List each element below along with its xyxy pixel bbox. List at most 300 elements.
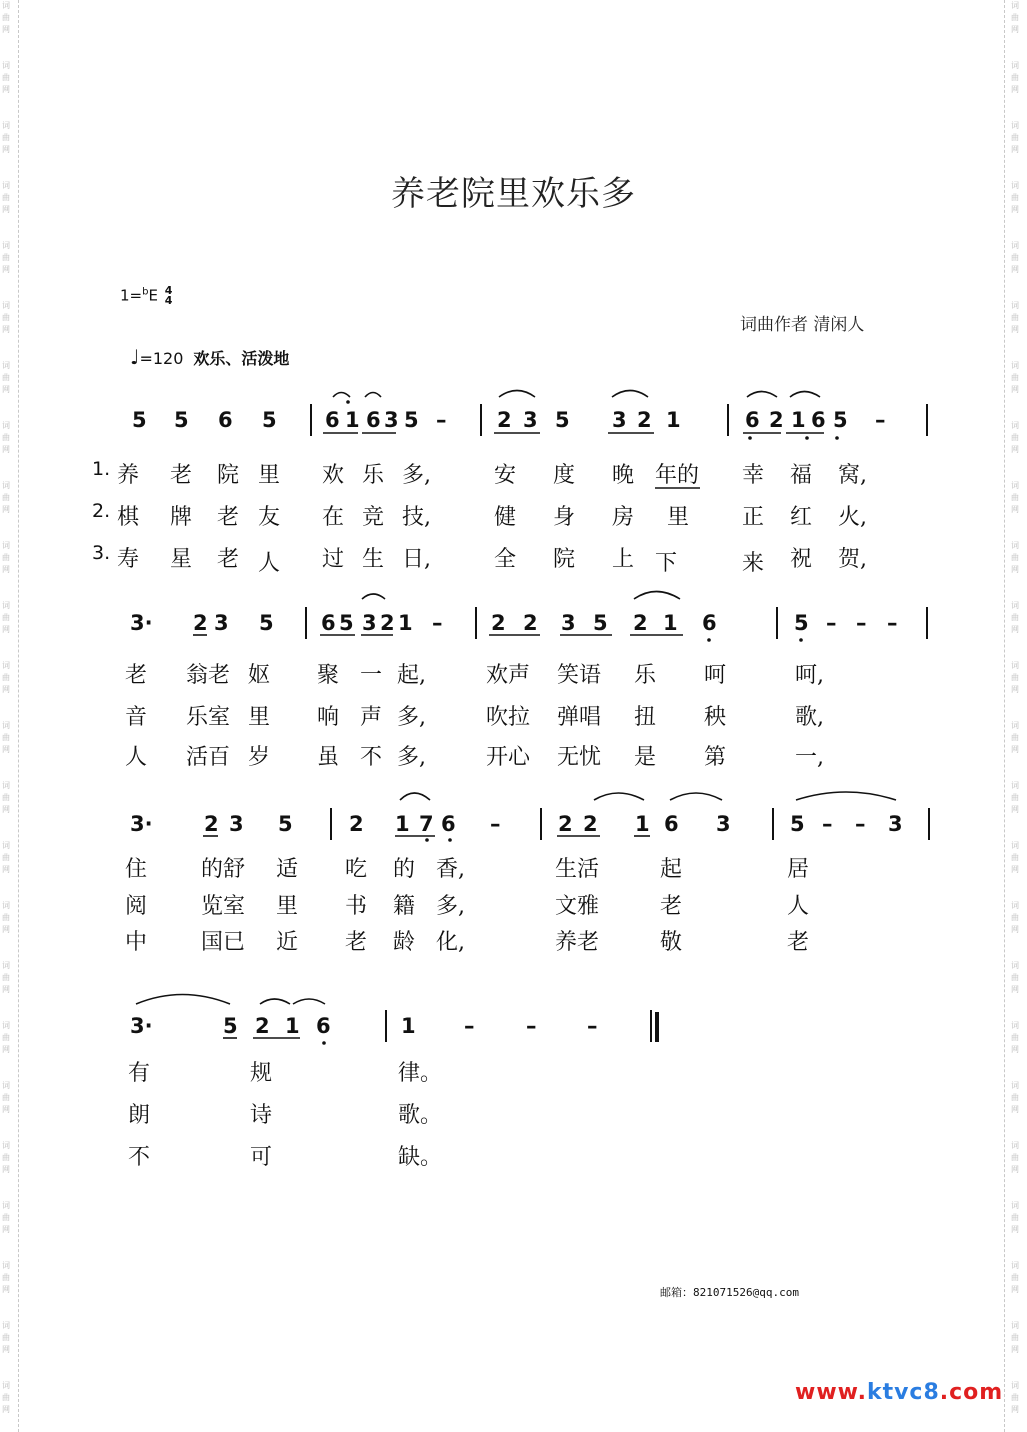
watermark-char: 曲 bbox=[1011, 433, 1019, 442]
note: 5 bbox=[174, 408, 189, 432]
lyric-syllable: 安 bbox=[494, 463, 517, 488]
watermark-char: 词 bbox=[2, 1201, 10, 1210]
watermark-char: 词 bbox=[1011, 241, 1019, 250]
lyric-syllable: 诗 bbox=[250, 1103, 273, 1128]
lyric-syllable: 红 bbox=[790, 505, 813, 530]
watermark-char: 网 bbox=[2, 925, 10, 934]
watermark-char: 网 bbox=[2, 385, 10, 394]
note: 3 bbox=[888, 812, 903, 836]
lyric-syllable: 全 bbox=[494, 547, 517, 572]
lyric-syllable: 棋 bbox=[117, 505, 140, 530]
lyric-syllable: 弹唱 bbox=[557, 705, 602, 730]
lyric-syllable: 的舒 bbox=[201, 857, 246, 882]
lyric-syllable: 居 bbox=[787, 857, 810, 882]
barline bbox=[727, 404, 729, 436]
lyric-syllable: 一 bbox=[360, 663, 383, 688]
lyric-syllable: 身 bbox=[553, 505, 576, 530]
song-title: 养老院里欢乐多 bbox=[391, 174, 636, 214]
watermark-char: 曲 bbox=[2, 73, 10, 82]
site-logo bbox=[795, 1380, 1003, 1405]
note: 2 bbox=[523, 611, 538, 635]
lyric-syllable: 朗 bbox=[128, 1103, 151, 1128]
barline bbox=[928, 808, 930, 840]
watermark-char: 曲 bbox=[1011, 853, 1019, 862]
lyric-syllable: 住 bbox=[125, 857, 148, 882]
watermark-char: 词 bbox=[2, 421, 10, 430]
slur bbox=[365, 393, 381, 398]
note: 5 bbox=[223, 1014, 238, 1038]
lyric-syllable: 聚 bbox=[317, 663, 340, 688]
barline bbox=[475, 607, 477, 639]
watermark-char: 网 bbox=[1011, 505, 1019, 514]
lyric-syllable: 里 bbox=[276, 894, 299, 919]
note: 3 bbox=[612, 408, 627, 432]
watermark-char: 网 bbox=[1011, 565, 1019, 574]
notation-line-1 bbox=[0, 400, 1027, 440]
watermark-char: 网 bbox=[2, 205, 10, 214]
watermark-char: 曲 bbox=[1011, 73, 1019, 82]
logo-part-2: ktvc8 bbox=[866, 1380, 940, 1405]
lyric-syllable: 吃 bbox=[345, 857, 368, 882]
watermark-char: 词 bbox=[2, 1141, 10, 1150]
time-signature bbox=[165, 286, 173, 306]
note: 3 bbox=[523, 408, 538, 432]
lyric-syllable: 健 bbox=[494, 505, 517, 530]
lyric-syllable: 起 bbox=[660, 857, 683, 882]
lyric-syllable: 过 bbox=[322, 547, 345, 572]
note: 1 bbox=[285, 1014, 300, 1038]
watermark-char: 词 bbox=[2, 181, 10, 190]
watermark-char: 词 bbox=[2, 961, 10, 970]
barline bbox=[385, 1010, 387, 1042]
lyric-syllable: 呵 bbox=[704, 663, 727, 688]
lyric-syllable: 年的 bbox=[655, 463, 700, 488]
lyric-syllable: 乐室 bbox=[186, 705, 231, 730]
note: 5 bbox=[339, 611, 354, 635]
verse-number: 1. bbox=[92, 458, 111, 480]
sustain-dash: – bbox=[856, 611, 867, 635]
watermark-char: 词 bbox=[1011, 961, 1019, 970]
note: 2 bbox=[204, 812, 219, 836]
slur bbox=[790, 392, 820, 398]
watermark-char: 词 bbox=[2, 541, 10, 550]
watermark-char: 网 bbox=[1011, 265, 1019, 274]
note: 6 bbox=[441, 812, 456, 836]
watermark-char: 网 bbox=[2, 1165, 10, 1174]
watermark-char: 网 bbox=[1011, 205, 1019, 214]
lyric-syllable: 音 bbox=[125, 705, 148, 730]
sustain-dash: – bbox=[432, 611, 443, 635]
watermark-char: 曲 bbox=[1011, 913, 1019, 922]
lyric-syllable: 养 bbox=[117, 463, 140, 488]
note: 3 bbox=[214, 611, 229, 635]
key-note: E bbox=[148, 286, 158, 305]
lyric-syllable: 里 bbox=[258, 463, 281, 488]
note: 2 bbox=[255, 1014, 270, 1038]
note: 3· bbox=[130, 812, 153, 836]
lyric-syllable: 多, bbox=[436, 894, 465, 919]
watermark-char: 词 bbox=[2, 1081, 10, 1090]
lyric-syllable: 化, bbox=[436, 930, 465, 955]
watermark-char: 网 bbox=[2, 445, 10, 454]
barline bbox=[772, 808, 774, 840]
watermark-char: 网 bbox=[1011, 85, 1019, 94]
watermark-char: 曲 bbox=[1011, 613, 1019, 622]
watermark-char: 网 bbox=[1011, 1345, 1019, 1354]
watermark-char: 词 bbox=[1011, 361, 1019, 370]
note: 5 bbox=[794, 611, 809, 635]
watermark-char: 网 bbox=[2, 1405, 10, 1414]
watermark-char: 词 bbox=[1011, 1081, 1019, 1090]
tempo-style: 欢乐、活泼地 bbox=[193, 349, 290, 368]
note: 7 bbox=[419, 812, 434, 836]
note: 6 bbox=[218, 408, 233, 432]
note: 2 bbox=[558, 812, 573, 836]
verse-number: 2. bbox=[92, 500, 111, 522]
note: 3· bbox=[130, 611, 153, 635]
lyric-syllable: 笑语 bbox=[557, 663, 602, 688]
lyric-syllable: 妪 bbox=[248, 663, 271, 688]
note: 1 bbox=[401, 1014, 416, 1038]
watermark-char: 曲 bbox=[2, 1393, 10, 1402]
sustain-dash: – bbox=[464, 1014, 475, 1038]
notation-line-2 bbox=[0, 603, 1027, 643]
barline bbox=[926, 404, 928, 436]
lyric-syllable: 院 bbox=[217, 463, 240, 488]
tempo-value: =120 bbox=[139, 349, 184, 368]
lyric-syllable: 日, bbox=[402, 547, 431, 572]
lyric-syllable: 籍 bbox=[393, 894, 416, 919]
watermark-char: 词 bbox=[2, 61, 10, 70]
lyric-syllable: 乐 bbox=[362, 463, 385, 488]
note: 1 bbox=[791, 408, 806, 432]
lyric-syllable: 房 bbox=[612, 505, 635, 530]
watermark-char: 词 bbox=[1011, 1201, 1019, 1210]
key-signature bbox=[120, 286, 172, 306]
watermark-char: 网 bbox=[1011, 1105, 1019, 1114]
note: 6 bbox=[811, 408, 826, 432]
lyric-syllable: 近 bbox=[276, 930, 299, 955]
lyric-syllable: 多, bbox=[397, 745, 426, 770]
lyric-syllable: 竞 bbox=[362, 505, 385, 530]
time-bottom: 4 bbox=[164, 294, 173, 307]
watermark-char: 网 bbox=[1011, 145, 1019, 154]
note: 6 bbox=[745, 408, 760, 432]
lyric-syllable: 歌。 bbox=[398, 1103, 443, 1128]
watermark-char: 网 bbox=[1011, 685, 1019, 694]
lyric-syllable: 书 bbox=[345, 894, 368, 919]
slur bbox=[612, 391, 648, 398]
lyric-syllable: 缺。 bbox=[398, 1145, 443, 1170]
lyric-syllable: 吹拉 bbox=[486, 705, 531, 730]
lyric-syllable: 规 bbox=[250, 1061, 273, 1086]
note: 2 bbox=[497, 408, 512, 432]
lyric-syllable: 览室 bbox=[201, 894, 246, 919]
watermark-char: 网 bbox=[2, 685, 10, 694]
lyric-syllable: 牌 bbox=[170, 505, 193, 530]
lyric-verse-3-line-1 bbox=[0, 542, 1027, 576]
slur bbox=[670, 793, 722, 800]
slur bbox=[594, 793, 644, 800]
watermark-char: 曲 bbox=[2, 1093, 10, 1102]
lyric-syllable: 晚 bbox=[612, 463, 635, 488]
watermark-char: 曲 bbox=[2, 13, 10, 22]
lyric-syllable: 第 bbox=[704, 745, 727, 770]
watermark-char: 曲 bbox=[1011, 13, 1019, 22]
lyric-syllable: 人 bbox=[258, 551, 281, 576]
watermark-char: 词 bbox=[1011, 541, 1019, 550]
lyric-syllable: 里 bbox=[248, 705, 271, 730]
lyric-syllable: 阅 bbox=[125, 894, 148, 919]
watermark-char: 网 bbox=[1011, 805, 1019, 814]
watermark-char: 词 bbox=[1011, 661, 1019, 670]
watermark-char: 曲 bbox=[2, 193, 10, 202]
lyric-syllable: 可 bbox=[250, 1145, 273, 1170]
lyric-syllable: 幸 bbox=[742, 463, 765, 488]
time-top: 4 bbox=[164, 284, 173, 297]
watermark-char: 曲 bbox=[2, 1273, 10, 1282]
watermark-char: 词 bbox=[1011, 181, 1019, 190]
lyric-syllable: 老 bbox=[660, 894, 683, 919]
verse-number: 3. bbox=[92, 542, 111, 564]
watermark-char: 网 bbox=[2, 1285, 10, 1294]
watermark-char: 词 bbox=[2, 781, 10, 790]
note: 6 bbox=[316, 1014, 331, 1038]
watermark-char: 网 bbox=[2, 745, 10, 754]
watermark-char: 曲 bbox=[2, 253, 10, 262]
note: 2 bbox=[380, 611, 395, 635]
key-prefix: 1= bbox=[120, 286, 143, 305]
note: 3 bbox=[716, 812, 731, 836]
sustain-dash: – bbox=[436, 408, 447, 432]
lyric-verse-3-line-4 bbox=[0, 1140, 1027, 1174]
watermark-char: 词 bbox=[1011, 121, 1019, 130]
watermark-char: 词 bbox=[2, 901, 10, 910]
watermark-char: 网 bbox=[1011, 985, 1019, 994]
note: 1 bbox=[398, 611, 413, 635]
watermark-char: 词 bbox=[2, 841, 10, 850]
sustain-dash: – bbox=[855, 812, 866, 836]
lyric-syllable: 老 bbox=[345, 930, 368, 955]
watermark-char: 词 bbox=[2, 1381, 10, 1390]
watermark-char: 曲 bbox=[1011, 1393, 1019, 1402]
lyric-syllable: 开心 bbox=[486, 745, 531, 770]
lyric-syllable: 敬 bbox=[660, 930, 683, 955]
watermark-char: 曲 bbox=[2, 613, 10, 622]
lyric-syllable: 一, bbox=[795, 745, 824, 770]
lyric-syllable: 文雅 bbox=[555, 894, 600, 919]
watermark-char: 词 bbox=[1011, 601, 1019, 610]
watermark-char: 网 bbox=[1011, 745, 1019, 754]
watermark-char: 词 bbox=[2, 1021, 10, 1030]
lyric-syllable: 不 bbox=[128, 1145, 151, 1170]
lyric-syllable: 声 bbox=[360, 705, 383, 730]
lyric-syllable: 国已 bbox=[201, 930, 246, 955]
lyric-syllable: 院 bbox=[553, 547, 576, 572]
barline bbox=[540, 808, 542, 840]
watermark-char: 词 bbox=[1011, 301, 1019, 310]
composer-credit: 词曲作者 清闲人 bbox=[740, 315, 865, 335]
note: 1 bbox=[663, 611, 678, 635]
watermark-char: 曲 bbox=[2, 133, 10, 142]
lyric-verse-3-line-3 bbox=[0, 925, 1027, 959]
watermark-char: 曲 bbox=[1011, 553, 1019, 562]
slur bbox=[260, 999, 290, 1004]
lyric-syllable: 下 bbox=[655, 551, 678, 576]
note: 2 bbox=[193, 611, 208, 635]
watermark-char: 网 bbox=[2, 85, 10, 94]
note: 6 bbox=[366, 408, 381, 432]
note: 2 bbox=[491, 611, 506, 635]
lyric-syllable: 老 bbox=[125, 663, 148, 688]
watermark-char: 网 bbox=[2, 805, 10, 814]
lyric-syllable: 火, bbox=[838, 505, 867, 530]
note: 2 bbox=[769, 408, 784, 432]
lyric-syllable: 生活 bbox=[555, 857, 600, 882]
watermark-char: 词 bbox=[1011, 721, 1019, 730]
lyric-syllable: 秧 bbox=[704, 705, 727, 730]
tempo-marking bbox=[130, 345, 289, 369]
note: 2 bbox=[633, 611, 648, 635]
watermark-char: 曲 bbox=[2, 493, 10, 502]
watermark-char: 网 bbox=[2, 1345, 10, 1354]
lyric-syllable: 呵, bbox=[795, 663, 824, 688]
lyric-syllable: 星 bbox=[170, 547, 193, 572]
watermark-char: 曲 bbox=[2, 793, 10, 802]
watermark-char: 曲 bbox=[1011, 673, 1019, 682]
lyric-syllable: 度 bbox=[553, 463, 576, 488]
note: 5 bbox=[404, 408, 419, 432]
flat-sign: b bbox=[142, 286, 149, 298]
watermark-char: 网 bbox=[2, 565, 10, 574]
lyric-syllable: 有 bbox=[128, 1061, 151, 1086]
watermark-char: 曲 bbox=[2, 673, 10, 682]
lyric-syllable: 寿 bbox=[117, 547, 140, 572]
lyric-syllable: 福 bbox=[790, 463, 813, 488]
watermark-char: 曲 bbox=[1011, 373, 1019, 382]
note: 3 bbox=[229, 812, 244, 836]
note: 3 bbox=[362, 611, 377, 635]
note: 1 bbox=[395, 812, 410, 836]
lyric-verse-1-line-2 bbox=[0, 658, 1027, 692]
barline bbox=[776, 607, 778, 639]
lyric-syllable: 岁 bbox=[248, 745, 271, 770]
watermark-char: 曲 bbox=[1011, 1333, 1019, 1342]
lyric-syllable: 是 bbox=[634, 745, 657, 770]
note: 6 bbox=[325, 408, 340, 432]
note: 6 bbox=[702, 611, 717, 635]
watermark-char: 曲 bbox=[1011, 313, 1019, 322]
slur bbox=[293, 999, 325, 1004]
watermark-char: 词 bbox=[1011, 1321, 1019, 1330]
watermark-char: 曲 bbox=[1011, 193, 1019, 202]
slur bbox=[796, 792, 896, 800]
watermark-char: 曲 bbox=[1011, 1273, 1019, 1282]
watermark-char: 网 bbox=[2, 145, 10, 154]
lyric-syllable: 老 bbox=[787, 930, 810, 955]
lyric-syllable: 贺, bbox=[838, 547, 867, 572]
watermark-char: 曲 bbox=[1011, 793, 1019, 802]
watermark-char: 网 bbox=[1011, 445, 1019, 454]
note: 1 bbox=[666, 408, 681, 432]
watermark-char: 词 bbox=[2, 721, 10, 730]
lyric-syllable: 适 bbox=[276, 857, 299, 882]
watermark-char: 曲 bbox=[1011, 733, 1019, 742]
lyric-syllable: 响 bbox=[317, 705, 340, 730]
watermark-char: 网 bbox=[1011, 925, 1019, 934]
note: 2 bbox=[583, 812, 598, 836]
lyric-syllable: 中 bbox=[125, 930, 148, 955]
slur bbox=[499, 391, 535, 398]
watermark-char: 曲 bbox=[1011, 1093, 1019, 1102]
lyric-verse-1-line-4 bbox=[0, 1056, 1027, 1090]
watermark-char: 曲 bbox=[1011, 1033, 1019, 1042]
watermark-char: 词 bbox=[1011, 1, 1019, 10]
watermark-char: 词 bbox=[1011, 1381, 1019, 1390]
watermark-char: 词 bbox=[1011, 781, 1019, 790]
lyric-verse-2-line-2 bbox=[0, 700, 1027, 734]
watermark-char: 曲 bbox=[2, 1333, 10, 1342]
watermark-char: 曲 bbox=[1011, 493, 1019, 502]
watermark-char: 网 bbox=[1011, 385, 1019, 394]
lyric-verse-2-line-3 bbox=[0, 889, 1027, 923]
sustain-dash: – bbox=[875, 408, 886, 432]
watermark-char: 网 bbox=[1011, 25, 1019, 34]
watermark-char: 网 bbox=[2, 865, 10, 874]
slur bbox=[362, 594, 385, 599]
note: 6 bbox=[321, 611, 336, 635]
watermark-char: 词 bbox=[1011, 901, 1019, 910]
watermark-char: 网 bbox=[2, 985, 10, 994]
lyric-syllable: 窝, bbox=[838, 463, 867, 488]
watermark-char: 词 bbox=[1011, 61, 1019, 70]
lyric-syllable: 上 bbox=[612, 547, 635, 572]
lyric-syllable: 里 bbox=[667, 505, 690, 530]
watermark-char: 网 bbox=[1011, 1225, 1019, 1234]
notation-line-4 bbox=[0, 1006, 1027, 1046]
sustain-dash: – bbox=[526, 1014, 537, 1038]
watermark-char: 网 bbox=[1011, 625, 1019, 634]
slur bbox=[400, 793, 430, 800]
lyric-syllable: 养老 bbox=[555, 930, 600, 955]
watermark-char: 曲 bbox=[2, 313, 10, 322]
slur bbox=[634, 592, 680, 600]
watermark-char: 词 bbox=[1011, 421, 1019, 430]
barline bbox=[926, 607, 928, 639]
logo-part-1: www. bbox=[795, 1380, 867, 1405]
note: 5 bbox=[262, 408, 277, 432]
quarter-note-icon: ♩ bbox=[130, 345, 140, 369]
sustain-dash: – bbox=[587, 1014, 598, 1038]
watermark-char: 曲 bbox=[1011, 1213, 1019, 1222]
note: 5 bbox=[132, 408, 147, 432]
note: 5 bbox=[833, 408, 848, 432]
barline bbox=[480, 404, 482, 436]
lyric-syllable: 祝 bbox=[790, 547, 813, 572]
sustain-dash: – bbox=[887, 611, 898, 635]
note: 5 bbox=[790, 812, 805, 836]
watermark-char: 网 bbox=[2, 265, 10, 274]
lyric-syllable: 多, bbox=[397, 705, 426, 730]
lyric-syllable: 友 bbox=[258, 505, 281, 530]
watermark-char: 曲 bbox=[2, 733, 10, 742]
barline bbox=[310, 404, 312, 436]
lyric-verse-3-line-2 bbox=[0, 740, 1027, 774]
sustain-dash: – bbox=[822, 812, 833, 836]
watermark-char: 词 bbox=[1011, 481, 1019, 490]
lyric-syllable: 正 bbox=[742, 505, 765, 530]
lyric-syllable: 老 bbox=[217, 547, 240, 572]
